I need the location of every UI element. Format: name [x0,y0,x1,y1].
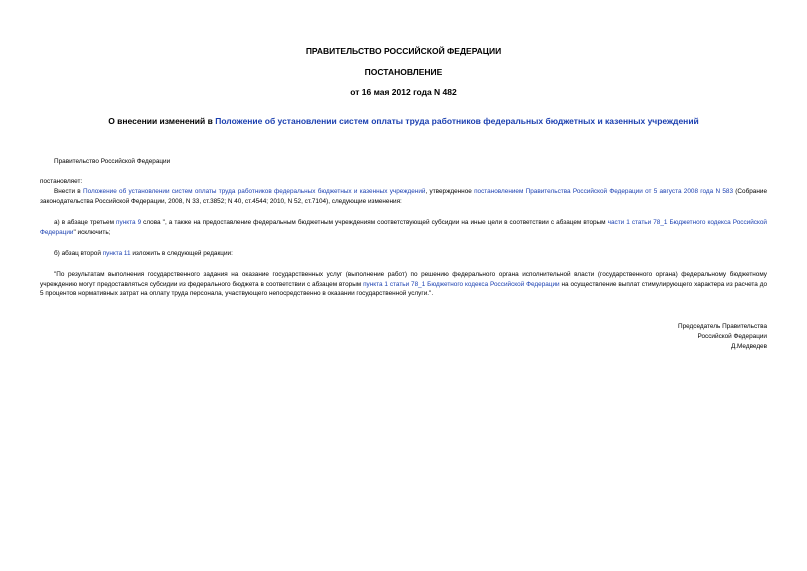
paragraph-item-a: а) в абзаце третьем пункта 9 слова ", а также на предоставление федеральным бюджетным учреждениям соответствующей субсидии на иные цели в соответствии с абзацем вторым части 1 статьи 78_1 Бюджетного кодекса Российской Федерации" исключить; [40,219,767,236]
clause-11-link[interactable]: пункта 11 [102,250,131,257]
document-type: ПОСТАНОВЛЕНИЕ [364,67,443,77]
paragraph-new-wording: "По результатам выполнения государственного задания на оказание государственных услуг (выполнение работ) по решению федерального органа исполнительной власти (государственного органа) федеральному бюджетному учреждению могут предоставляться субсидии из федерального бюджета в соответствии с абзацем вторым пункта 1 статьи 78_1 Бюджетного кодекса Российской Федерации на осуществление выплат стимулирующего характера из расчета до 5 процентов нормативных затрат на оплату труда персонала, участвующего непосредственно в оказании государственной услуги.". [40,271,767,297]
signature-block [567,322,767,352]
government-name: ПРАВИТЕЛЬСТВО РОССИЙСКОЙ ФЕДЕРАЦИИ [305,46,502,56]
regulation-link[interactable]: Положение об установлении систем оплаты труда работников федеральных бюджетных и казенных учреждений [82,188,426,195]
paragraph-government: Правительство Российской Федерации [54,158,171,165]
signature-position: Председатель Правительства [678,323,767,330]
signature-country: Российской Федерации [697,333,767,340]
title-regulation-link[interactable]: Положение об установлении систем оплаты труда работников федеральных бюджетных и казенных учреждений [215,116,699,126]
clause-9-link[interactable]: пункта 9 [116,219,142,226]
document-date-number: от 16 мая 2012 года N 482 [350,87,457,97]
paragraph-amendments-intro: Внести в Положение об установлении систем оплаты труда работников федеральных бюджетных и казенных учреждений, утвержденное постановлением Правительства Российской Федерации от 5 августа 2008 года N 583 (Собрание законодательства Российской Федерации, 2008, N 33, ст.3852; N 40, ст.4544; 2010, N 52, ст.7104), следующие изменения: [40,188,768,205]
resolution-583-link[interactable]: постановлением Правительства Российской Федерации от 5 августа 2008 года N 583 [474,188,734,195]
document-title [40,116,767,127]
title-prefix: О внесении изменений в [108,116,216,126]
paragraph-resolves: постановляет: [40,178,83,185]
budget-code-article-78-1-clause-1-link[interactable]: пункта 1 статьи 78_1 Бюджетного кодекса Российской Федерации [363,280,560,288]
budget-code-article-78-1-part-1-link[interactable]: части 1 статьи 78_1 Бюджетного кодекса Российской Федерации [40,219,767,236]
paragraph-item-b: б) абзац второй пункта 11 изложить в следующей редакции: [54,250,233,257]
signature-name: Д.Медведев [730,343,767,350]
